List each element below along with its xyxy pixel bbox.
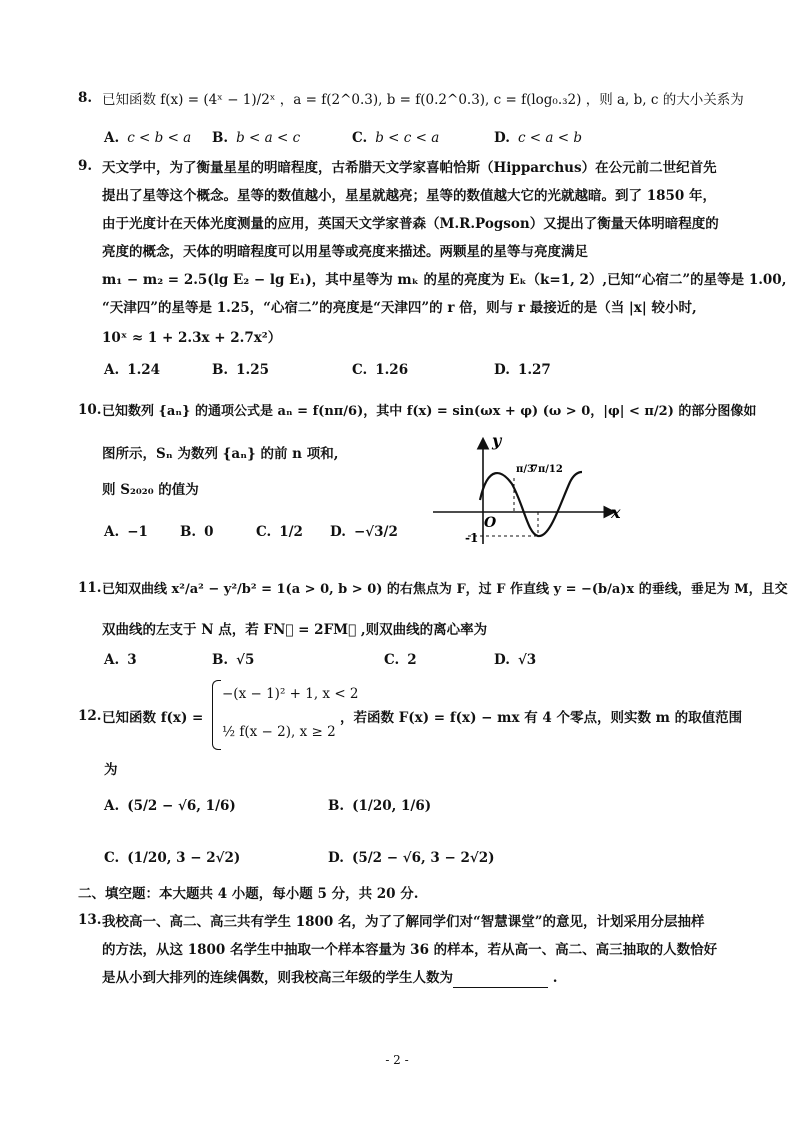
q9-line-4: 亮度的概念，天体的明暗程度可以用星等或亮度来描述。两颗星的星等与亮度满足 [102, 244, 588, 260]
q9-number: 9. [78, 158, 93, 174]
option-label: D. [494, 362, 510, 378]
option-label: B. [328, 798, 345, 814]
q8-stem: 已知函数 f(x) = (4ˣ − 1)/2ˣ ，a = f(2^0.3), b = f(0.2^0.3), c = f(log₀.₃2) ，则 a, b, c 的大小关系为 [102, 92, 744, 108]
q10-option-d [330, 524, 398, 540]
q13-tail: . [552, 970, 558, 986]
option-text: 0 [204, 524, 214, 540]
option-text: (1/20, 3 − 2√2) [127, 850, 241, 866]
q8-option-b [212, 130, 300, 146]
tick-2-label: 7π/12 [531, 464, 563, 475]
section-2-heading: 二、填空题：本大题共 4 小题，每小题 5 分，共 20 分. [78, 886, 419, 902]
option-label: D. [328, 850, 344, 866]
option-label: B. [212, 652, 229, 668]
option-label: C. [352, 130, 368, 146]
option-text: c < a < b [517, 130, 582, 146]
option-text: 3 [127, 652, 137, 668]
q9-line-7: 10ˣ ≈ 1 + 2.3x + 2.7x²） [102, 330, 282, 346]
q10-line-1: 已知数列 {aₙ} 的通项公式是 aₙ = f(nπ/6)，其中 f(x) = sin(ωx + φ) (ω > 0，|φ| < π/2) 的部分图像如 [102, 404, 757, 419]
q12-case-1: −(x − 1)² + 1, x < 2 [222, 686, 359, 702]
q9-line-3: 由于光度计在天体光度测量的应用，英国天文学家普森（M.R.Pogson）又提出了衡量天体明暗程度的 [102, 216, 719, 232]
option-label: C. [352, 362, 368, 378]
q9-option-c [352, 362, 408, 378]
option-label: D. [494, 652, 510, 668]
option-label: A. [104, 798, 120, 814]
option-text: −√3/2 [353, 524, 398, 540]
q12-option-d [328, 850, 495, 866]
option-text: 1.24 [127, 362, 161, 378]
q12-stem-after: ，若函数 F(x) = f(x) − mx 有 4 个零点，则实数 m 的取值范围 [340, 710, 743, 726]
q10-option-c [256, 524, 303, 540]
q10-number: 10. [78, 402, 102, 418]
q8-option-c [352, 130, 439, 146]
q11-option-d [494, 652, 536, 668]
option-label: A. [104, 652, 120, 668]
option-label: D. [330, 524, 346, 540]
piecewise-brace [212, 680, 221, 750]
option-label: B. [212, 362, 229, 378]
q10-line-3: 则 S₂₀₂₀ 的值为 [102, 482, 199, 498]
q12-stem-before: 已知函数 f(x) = [102, 710, 204, 726]
q9-option-b [212, 362, 269, 378]
q8-option-d [494, 130, 582, 146]
option-label: C. [256, 524, 272, 540]
option-text: √3 [517, 652, 537, 668]
option-label: A. [104, 362, 120, 378]
answer-blank[interactable] [453, 973, 548, 988]
q11-line-2: 双曲线的左支于 N 点，若 FN⃗ = 2FM⃗ ,则双曲线的离心率为 [102, 622, 488, 638]
q13-line-3 [102, 968, 557, 988]
q10-sine-graph [428, 432, 628, 552]
x-axis-label: x [611, 503, 621, 522]
option-label: A. [104, 130, 120, 146]
q13-line-2: 的方法，从这 1800 名学生中抽取一个样本容量为 36 的样本，若从高一、高二、高三抽取的人数恰好 [102, 942, 718, 958]
option-label: C. [384, 652, 400, 668]
q9-option-a [104, 362, 160, 378]
q9-line-6: “天津四”的星等是 1.25，“心宿二”的亮度是“天津四”的 r 倍，则与 r 最接近的是（当 |x| 较小时, [102, 300, 697, 316]
q9-option-d [494, 362, 551, 378]
option-text: (5/2 − √6, 1/6) [127, 798, 236, 814]
origin-label: O [484, 515, 497, 531]
q11-option-b [212, 652, 254, 668]
q9-line-1: 天文学中，为了衡量星星的明暗程度，古希腊天文学家喜帕恰斯（Hipparchus）在公元前二世纪首先 [102, 160, 717, 176]
q12-option-a [104, 798, 236, 814]
q12-case-2: ½ f(x − 2), x ≥ 2 [222, 724, 336, 740]
q11-number: 11. [78, 580, 102, 596]
q8-option-a [104, 130, 191, 146]
option-text: 1/2 [279, 524, 303, 540]
option-label: B. [180, 524, 197, 540]
q11-line-1: 已知双曲线 x²/a² − y²/b² = 1(a > 0, b > 0) 的右焦点为 F，过 F 作直线 y = −(b/a)x 的垂线，垂足为 M，且交 [102, 582, 788, 597]
q11-option-a [104, 652, 137, 668]
q11-option-c [384, 652, 417, 668]
option-text: c < b < a [127, 130, 192, 146]
tick-1-label: π/3 [516, 464, 534, 475]
option-label: D. [494, 130, 510, 146]
q10-line-2: 图所示，Sₙ 为数列 {aₙ} 的前 n 项和, [102, 446, 339, 462]
option-text: 2 [407, 652, 417, 668]
page-number: - 2 - [385, 1053, 409, 1067]
q9-line-2: 提出了星等这个概念。星等的数值越小，星星就越亮；星等的数值越大它的光就越暗。到了 1850 年， [102, 188, 716, 204]
option-text: −1 [127, 524, 148, 540]
q8-number: 8. [78, 90, 93, 106]
option-text: 1.26 [375, 362, 409, 378]
option-text: (5/2 − √6, 3 − 2√2) [351, 850, 495, 866]
q13-number: 13. [78, 912, 102, 928]
option-text: √5 [236, 652, 255, 668]
minus-one-label: -1 [465, 531, 479, 545]
q13-line-3-text: 是从小到大排列的连续偶数，则我校高三年级的学生人数为 [102, 970, 453, 986]
option-text: b < a < c [236, 130, 301, 146]
q10-option-a [104, 524, 148, 540]
q13-line-1: 我校高一、高二、高三共有学生 1800 名，为了了解同学们对“智慧课堂”的意见，计划采用分层抽样 [102, 914, 705, 930]
option-label: C. [104, 850, 120, 866]
q10-option-b [180, 524, 214, 540]
y-axis-label: y [492, 432, 502, 450]
option-text: (1/20, 1/6) [352, 798, 432, 814]
q12-line-2: 为 [104, 762, 118, 778]
q9-line-5: m₁ − m₂ = 2.5(lg E₂ − lg E₁)，其中星等为 mₖ 的星的亮度为 Eₖ（k=1, 2）,已知“心宿二”的星等是 1.00, [102, 272, 787, 288]
q12-option-c [104, 850, 240, 866]
q12-number: 12. [78, 708, 102, 724]
option-text: 1.25 [236, 362, 270, 378]
option-text: b < c < a [375, 130, 440, 146]
option-label: B. [212, 130, 229, 146]
option-text: 1.27 [517, 362, 551, 378]
q12-option-b [328, 798, 431, 814]
option-label: A. [104, 524, 120, 540]
